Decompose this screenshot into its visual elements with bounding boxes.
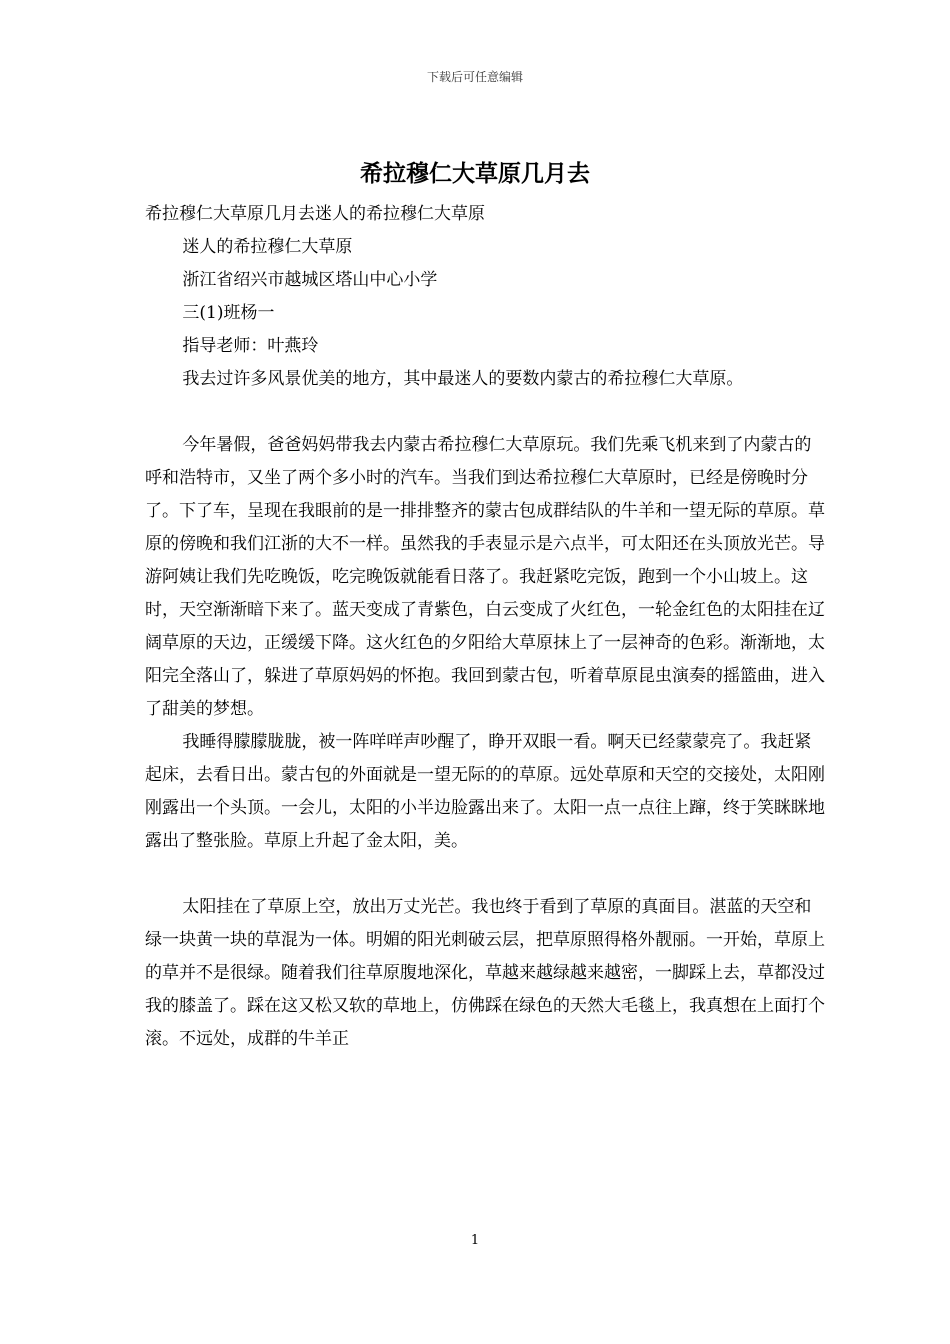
paragraph: 我去过许多风景优美的地方，其中最迷人的要数内蒙古的希拉穆仁大草原。 xyxy=(182,369,744,389)
paragraph: 三(1)班杨一 xyxy=(182,303,275,323)
paragraph: 迷人的希拉穆仁大草原 xyxy=(182,237,353,257)
paragraph: 太阳挂在了草原上空，放出万丈光芒。我也终于看到了草原的真面目。湛蓝的天空和绿一块黄一块的草混为一体。明媚的阳光刺破云层，把草原照得格外靓丽。一开始，草原上的草并不是很绿。随着我们往草原腹地深化，草越来越绿越来越密，一脚踩上去，草都没过我的膝盖了。踩在这又松又软的草地上，仿佛踩在绿色的天然大毛毯上，我真想在上面打个滚。不远处，成群的牛羊正 xyxy=(145,897,825,1049)
paragraph-spacer xyxy=(145,396,825,429)
paragraph: 指导老师：叶燕玲 xyxy=(182,336,319,356)
document-body xyxy=(145,198,825,1056)
header-note: 下载后可任意编辑 xyxy=(426,70,523,84)
paragraph: 我睡得朦朦胧胧，被一阵咩咩声吵醒了，睁开双眼一看。啊天已经蒙蒙亮了。我赶紧起床，去看日出。蒙古包的外面就是一望无际的的草原。远处草原和天空的交接处，太阳刚刚露出一个头顶。一会儿，太阳的小半边脸露出来了。太阳一点一点往上蹿，终于笑眯眯地露出了整张脸。草原上升起了金太阳，美。 xyxy=(145,732,825,851)
page-number: 1 xyxy=(470,1233,480,1248)
paragraph: 浙江省绍兴市越城区塔山中心小学 xyxy=(182,270,438,290)
paragraph-spacer xyxy=(145,858,825,891)
document-title: 希拉穆仁大草原几月去 xyxy=(360,160,590,187)
paragraph: 希拉穆仁大草原几月去迷人的希拉穆仁大草原 xyxy=(145,204,485,224)
paragraph: 今年暑假，爸爸妈妈带我去内蒙古希拉穆仁大草原玩。我们先乘飞机来到了内蒙古的呼和浩特市，又坐了两个多小时的汽车。当我们到达希拉穆仁大草原时，已经是傍晚时分了。下了车，呈现在我眼前的是一排排整齐的蒙古包成群结队的牛羊和一望无际的草原。草原的傍晚和我们江浙的大不一样。虽然我的手表显示是六点半，可太阳还在头顶放光芒。导游阿姨让我们先吃晚饭，吃完晚饭就能看日落了。我赶紧吃完饭，跑到一个小山坡上。这时，天空渐渐暗下来了。蓝天变成了青紫色，白云变成了火红色，一轮金红色的太阳挂在辽阔草原的天边，正缓缓下降。这火红色的夕阳给大草原抹上了一层神奇的色彩。渐渐地，太阳完全落山了，躲进了草原妈妈的怀抱。我回到蒙古包，听着草原昆虫演奏的摇篮曲，进入了甜美的梦想。 xyxy=(145,435,825,719)
